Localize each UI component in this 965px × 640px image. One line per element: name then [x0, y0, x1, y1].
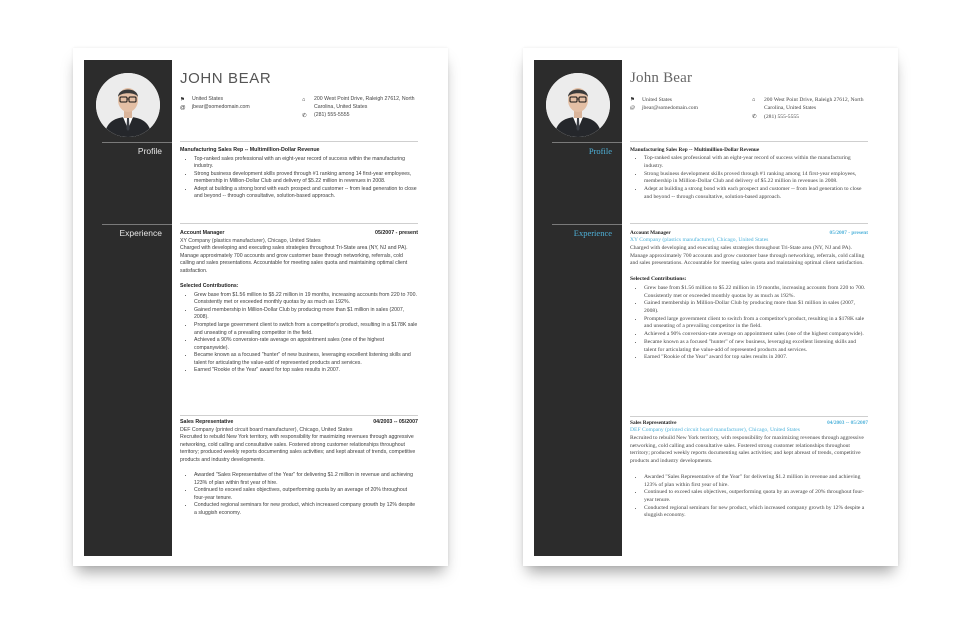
contact-left	[630, 96, 740, 113]
job-title: Account Manager	[180, 230, 225, 236]
job-bullets	[180, 292, 418, 375]
job-title: Account Manager	[630, 230, 671, 236]
profile-title: Manufacturing Sales Rep -- Multimillion-Dollar Revenue	[180, 147, 320, 153]
job-date: 04/2003 -- 05/2007	[373, 419, 418, 425]
list-item: • Awarded "Sales Representative of the Year" for delivering $1.2 million in revenue and achieving 123% of plan within first year of hire.	[194, 472, 418, 487]
profile-section	[180, 147, 418, 201]
flag-icon: ⚑	[180, 97, 185, 103]
list-item: • Prompted large government client to switch from a competitor's product, resulting in a $178K sale and unseating of a prevailing competitor in the field.	[194, 322, 418, 337]
sidebar-rule	[552, 142, 622, 143]
job-date: 04/2003 -- 05/2007	[827, 420, 868, 426]
job-1	[180, 230, 418, 375]
list-item: • Conducted regional seminars for new product, which increased company growth by 12% despite a sluggish economy.	[644, 505, 868, 520]
section-label-profile: Profile	[137, 146, 162, 156]
list-item: • Grew base from $1.56 million to $5.22 million in 19 months, increasing accounts from 220 to 700. Consistently met or exceeded monthly quotas by as much as 192%.	[644, 285, 868, 300]
list-item: • Conducted regional seminars for new product, which increased company growth by 12% despite a sluggish economy.	[194, 502, 418, 517]
list-item: • Continued to exceed sales objectives, outperforming quota by an average of 20% throughout four-year tenure.	[644, 489, 868, 504]
resume-preview-sans[interactable]	[73, 48, 448, 566]
list-item: • Continued to exceed sales objectives, outperforming quota by an average of 20% throughout four-year tenure.	[194, 487, 418, 502]
resume-preview-serif[interactable]	[523, 48, 898, 566]
email-text[interactable]: jbear@somedomain.com	[642, 105, 698, 112]
address-text: 200 West Point Drive, Raleigh 27612, North Carolina, United States	[764, 97, 864, 112]
list-item: • Strong business development skills proved through #1 ranking among 14 first-year employees, membership in Million-Dollar Club and delivery of $5.22 million in revenues in 2008.	[194, 171, 418, 186]
list-item: • Awarded "Sales Representative of the Year" for delivering $1.2 million in revenue and achieving 123% of plan within first year of hire.	[644, 474, 868, 489]
list-item: • Top-ranked sales professional with an eight-year record of success within the manufacturing industry.	[644, 155, 868, 170]
job-bullets	[630, 474, 868, 520]
list-item: • Top-ranked sales professional with an eight-year record of success within the manufacturing industry.	[194, 156, 418, 171]
divider	[180, 141, 418, 142]
job-1	[630, 230, 868, 362]
job-2	[630, 420, 868, 520]
list-item: • Gained membership in Million-Dollar Club by producing more than $1 million in sales (2007, 2008).	[644, 300, 868, 315]
list-item: • Achieved a 90% conversion-rate average on appointment sales (one of the highest companywide).	[644, 331, 868, 339]
job-company: DEF Company (printed circuit board manufacturer), Chicago, United States	[630, 427, 800, 434]
sidebar	[534, 60, 622, 556]
sidebar-rule	[102, 224, 172, 225]
divider	[630, 416, 868, 417]
job-date: 05/2007 - present	[375, 230, 418, 236]
job-title: Sales Representative	[630, 420, 677, 426]
job-company: XY Company (plastics manufacturer), Chicago, United States	[630, 237, 769, 244]
email-text[interactable]: jbear@somedomain.com	[192, 103, 250, 110]
profile-bullets	[180, 156, 418, 201]
profile-section	[630, 147, 868, 202]
job-bullets	[630, 285, 868, 362]
contributions-label: Selected Contributions:	[630, 276, 687, 283]
job-description: Recruited to rebuild New York territory, with responsibility for maximizing revenues through aggressive networking, cold calling and consultative sales. Fostered strong customer relationships throughout territory; produced weekly reports documenting sales activities; and kept abreast of trends, competitive products and industry developments.	[630, 435, 864, 465]
flag-icon: ⚑	[630, 97, 635, 103]
job-company: XY Company (plastics manufacturer), Chicago, United States	[180, 237, 321, 244]
divider	[180, 223, 418, 224]
list-item: • Adept at building a strong bond with each prospect and customer -- from lead generation to close and beyond -- through consultative, solution-based approach.	[194, 186, 418, 201]
phone-text: (281) 555-5555	[764, 113, 799, 120]
phone-text: (281) 555-5555	[314, 111, 350, 118]
section-label-experience: Experience	[573, 228, 612, 238]
list-item: • Earned "Rookie of the Year" award for top sales results in 2007.	[644, 354, 868, 362]
at-sign-icon: @	[630, 105, 636, 112]
divider	[180, 415, 418, 416]
profile-photo	[96, 73, 160, 137]
sidebar	[84, 60, 172, 556]
list-item: • Earned "Rookie of the Year" award for top sales results in 2007.	[194, 367, 418, 375]
contact-right	[752, 96, 868, 121]
job-bullets	[180, 472, 418, 517]
section-label-profile: Profile	[588, 146, 612, 156]
at-sign-icon: @	[180, 104, 186, 111]
home-icon: ⌂	[752, 97, 756, 103]
profile-bullets	[630, 155, 868, 201]
address-text: 200 West Point Drive, Raleigh 27612, North Carolina, United States	[314, 96, 415, 110]
job-2	[180, 419, 418, 518]
list-item: • Adept at building a strong bond with each prospect and customer -- from lead generation to close and beyond -- through consultative, solution-based approach.	[644, 186, 868, 201]
resume-main	[630, 60, 868, 556]
phone-icon: ✆	[752, 113, 757, 120]
sidebar-rule	[552, 224, 622, 225]
contact-left	[180, 96, 290, 112]
profile-title: Manufacturing Sales Rep -- Multimillion-Dollar Revenue	[630, 147, 760, 153]
divider	[630, 223, 868, 224]
list-item: • Became known as a focused "hunter" of new business, leveraging excellent listening skills and talent for articulating the value-add of represented products and services.	[194, 352, 418, 367]
location-text: United States	[192, 96, 224, 102]
divider	[630, 141, 868, 142]
list-item: • Became known as a focused "hunter" of new business, leveraging excellent listening skills and talent for articulating the value-add of represented products and services.	[644, 339, 868, 354]
location-text: United States	[642, 97, 672, 103]
list-item: • Grew base from $1.56 million to $5.22 million in 19 months, increasing accounts from 220 to 700. Consistently met or exceeded monthly quotas by as much as 192%.	[194, 292, 418, 307]
sidebar-rule	[102, 142, 172, 143]
profile-photo	[546, 73, 610, 137]
section-label-experience: Experience	[119, 228, 162, 238]
list-item: • Gained membership in Million-Dollar Club by producing more than $1 million in sales (2007, 2008).	[194, 307, 418, 322]
resume-main	[180, 60, 418, 556]
list-item: • Achieved a 90% conversion-rate average on appointment sales (one of the highest companywide).	[194, 337, 418, 352]
list-item: • Prompted large government client to switch from a competitor's product, resulting in a $178K sale and unseating of a prevailing competitor in the field.	[644, 316, 868, 331]
candidate-name: John Bear	[630, 70, 693, 86]
contributions-label: Selected Contributions:	[180, 283, 239, 290]
list-item: • Strong business development skills proved through #1 ranking among 14 first-year employees, membership in Million-Dollar Club and delivery of $5.22 million in revenues in 2008.	[644, 171, 868, 186]
job-company: DEF Company (printed circuit board manufacturer), Chicago, United States	[180, 426, 353, 433]
job-description: Charged with developing and executing sales strategies throughout Tri-State area (NY, NJ and PA). Manage approximately 700 accounts and grow customer base through networking, referrals, cold calling and sales presentations. Accountable for meeting sales quota and maintaining optimal client satisfaction.	[180, 245, 408, 274]
job-description: Recruited to rebuild New York territory, with responsibility for maximizing revenues through aggressive networking, cold calling and consultative sales. Fostered strong customer relationships throughout territory; produced weekly reports documenting sales activities; and kept abreast of trends, competitive products and industry developments.	[180, 434, 416, 463]
phone-icon: ✆	[302, 112, 307, 119]
candidate-name: JOHN BEAR	[180, 70, 272, 87]
contact-right	[302, 96, 418, 119]
job-title: Sales Representative	[180, 419, 234, 425]
job-description: Charged with developing and executing sales strategies throughout Tri-State area (NY, NJ and PA). Manage approximately 700 accounts and grow customer base through networking, referrals, cold calling and sales presentations. Accountable for meeting sales quota and maintaining optimal client satisfaction.	[630, 245, 865, 267]
job-date: 05/2007 - present	[829, 230, 868, 236]
home-icon: ⌂	[302, 97, 306, 103]
